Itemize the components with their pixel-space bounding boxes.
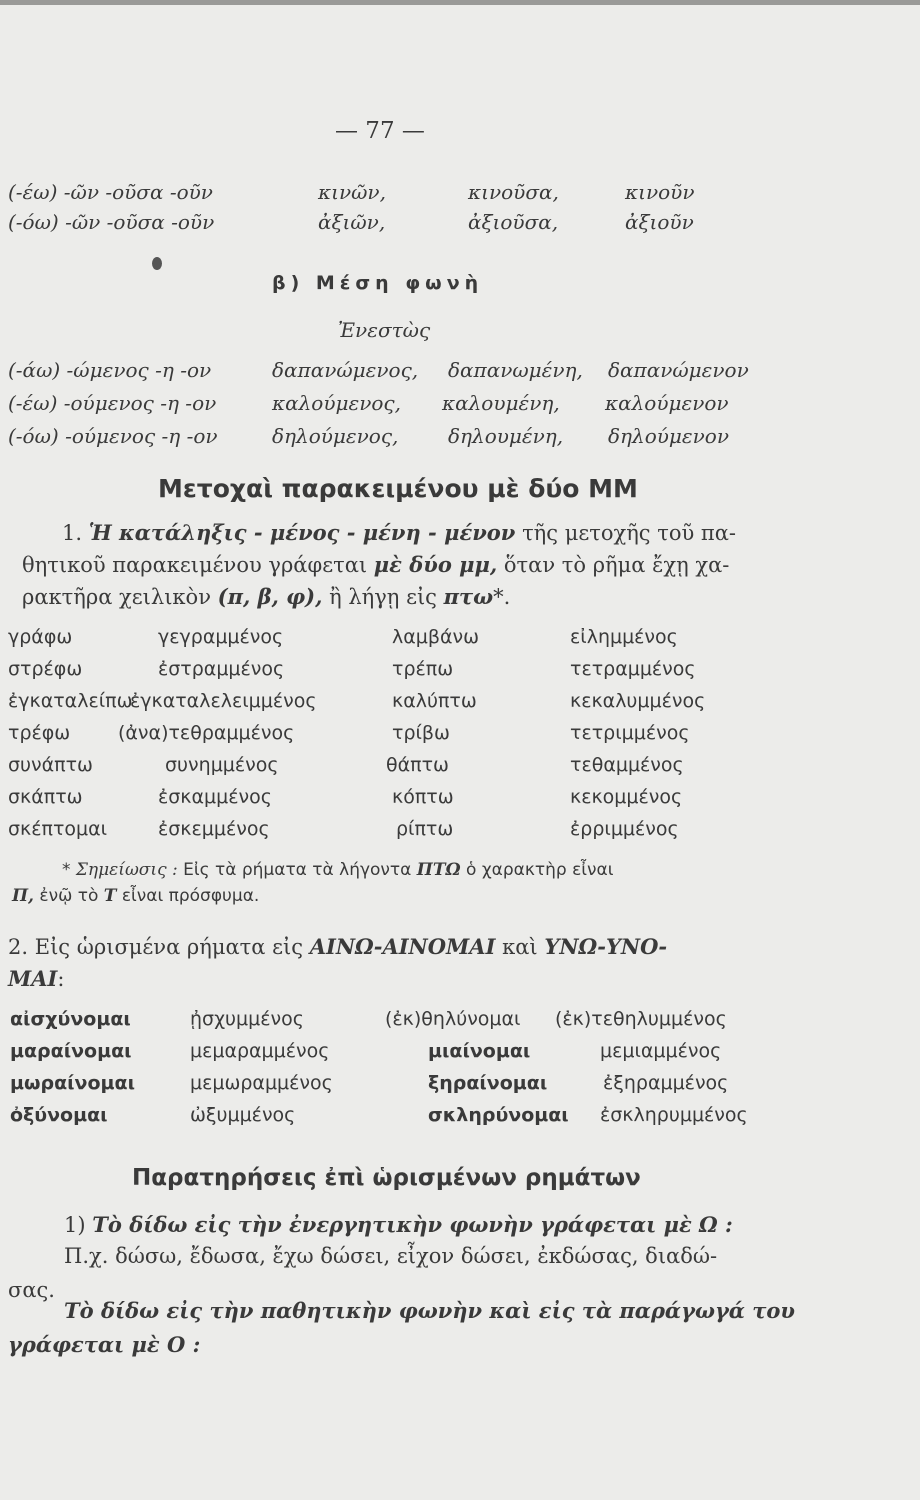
participle: μεμαραμμένος: [190, 1040, 330, 1062]
participle: ᾐσχυμμένος: [190, 1008, 304, 1030]
observation-1-example-cont: σας.: [8, 1278, 55, 1302]
perfect-heading: Μετοχαὶ παρακειμένου μὲ δύο ΜΜ: [158, 474, 638, 503]
verb: ρίπτω: [396, 818, 454, 840]
footnote-star: *: [62, 860, 71, 880]
neuter-form: καλούμενον: [605, 391, 729, 415]
rule-emphasis: (π, β, φ),: [217, 584, 323, 609]
middle-voice-title: β) Μέση φωνὴ: [272, 272, 484, 294]
rule-text: ὅταν τὸ ρῆμα ἔχῃ χα-: [503, 553, 730, 577]
rule-number: 2.: [8, 935, 29, 959]
rule-emphasis: ΥΝΩ-ΥΝΟ-: [544, 934, 668, 959]
rule-text: θητικοῦ παρακειμένου γράφεται: [22, 553, 368, 577]
footnote-emphasis: ΠΤΩ: [416, 860, 461, 880]
footnote-emphasis: Τ: [103, 886, 117, 906]
rule-text: τῆς μετοχῆς τοῦ πα-: [522, 521, 737, 545]
rule-text: :: [57, 967, 65, 991]
rule-number: 1.: [62, 521, 83, 545]
verb-row: [0, 754, 920, 784]
rule-text: Εἰς ὡρισμένα ρήματα εἰς: [34, 935, 304, 959]
participle: (ἐκ)τεθηλυμμένος: [555, 1008, 727, 1030]
verb: λαμβάνω: [392, 626, 480, 648]
masculine-form: ἀξιῶν,: [318, 210, 386, 234]
ink-speck: [152, 257, 162, 270]
verb-row: [0, 1104, 920, 1134]
rule-emphasis: πτω: [443, 584, 494, 609]
footnote-text: ἐνῷ τὸ: [39, 886, 99, 906]
participle: τετριμμένος: [570, 722, 690, 744]
masculine-form: κινῶν,: [318, 180, 386, 204]
verb-row: [0, 690, 920, 720]
participle: κεκομμένος: [570, 786, 683, 808]
participle: ἐστραμμένος: [158, 658, 285, 680]
verb: ὀξύνομαι: [10, 1104, 108, 1126]
feminine-form: ἀξιοῦσα,: [468, 210, 559, 234]
ending: (-όω) -ῶν -οῦσα -οῦν: [8, 210, 215, 234]
observation-emphasis: Τὸ δίδω εἰς τὴν ἐνεργητικὴν φωνὴν γράφεται μὲ Ω :: [92, 1212, 733, 1237]
middle-row: [0, 424, 920, 454]
masculine-form: δηλούμενος,: [272, 424, 399, 448]
rule-1-paragraph: [22, 517, 772, 613]
middle-row: [0, 391, 920, 421]
verb: σκέπτομαι: [8, 818, 108, 840]
verb-row: [0, 722, 920, 752]
participle: ἐσκαμμένος: [158, 786, 272, 808]
verb-row: [0, 1072, 920, 1102]
participle: τετραμμένος: [570, 658, 696, 680]
feminine-form: κινοῦσα,: [468, 180, 559, 204]
verb: μωραίνομαι: [10, 1072, 135, 1094]
ending: (-όω) -ούμενος -η -ον: [8, 424, 218, 448]
observation-1-example: Π.χ. δώσω, ἔδωσα, ἔχω δώσει, εἶχον δώσει, ἐκδώσας, διαδώ-: [64, 1244, 718, 1268]
verb: σκάπτω: [8, 786, 83, 808]
verb-row: [0, 1008, 920, 1038]
observation-1-passive: Τὸ δίδω εἰς τὴν παθητικὴν φωνὴν καὶ εἰς τὰ παράγωγά του: [64, 1298, 795, 1323]
rule-emphasis: μὲ δύο μμ,: [373, 552, 498, 577]
verb-row: [0, 626, 920, 656]
footnote-line-2: [12, 886, 259, 906]
footnote-line-1: [62, 860, 614, 880]
participle: ὠξυμμένος: [190, 1104, 296, 1126]
neuter-form: δηλούμενον: [608, 424, 729, 448]
participle: (ἀνα)τεθραμμένος: [118, 722, 295, 744]
participle: εἰλημμένος: [570, 626, 678, 648]
present-label: Ἐνεστὼς: [338, 318, 431, 342]
verb: μαραίνομαι: [10, 1040, 132, 1062]
page-number: — 77 —: [335, 118, 425, 144]
verb: στρέφω: [8, 658, 83, 680]
footnote-text: Εἰς τὰ ρήματα τὰ λήγοντα: [183, 860, 412, 880]
footnote-label: Σημείωσις :: [75, 860, 178, 880]
neuter-form: κινοῦν: [625, 180, 695, 204]
verb: συνάπτω: [8, 754, 93, 776]
participle: ἐσκληρυμμένος: [600, 1104, 748, 1126]
verb: (ἐκ)θηλύνομαι: [385, 1008, 521, 1030]
verb-row: [0, 786, 920, 816]
participle: μεμιαμμένος: [600, 1040, 722, 1062]
observations-heading: Παρατηρήσεις ἐπὶ ὡρισμένων ρημάτων: [132, 1165, 641, 1191]
verb: ξηραίνομαι: [428, 1072, 548, 1094]
rule-text: καὶ: [502, 935, 538, 959]
rule-2-line-1: [8, 934, 667, 959]
active-row: [0, 210, 920, 240]
masculine-form: καλούμενος,: [272, 391, 401, 415]
participle: τεθαμμένος: [570, 754, 684, 776]
ending: (-άω) -ώμενος -η -ον: [8, 358, 212, 382]
feminine-form: δαπανωμένη,: [448, 358, 583, 382]
verb: σκληρύνομαι: [428, 1104, 569, 1126]
rule-emphasis: Ἡ κατάληξις - μένος - μένη - μένον: [88, 520, 516, 545]
verb: τρέπω: [392, 658, 454, 680]
participle: κεκαλυμμένος: [570, 690, 706, 712]
neuter-form: ἀξιοῦν: [625, 210, 694, 234]
verb: τρέφω: [8, 722, 71, 744]
rule-emphasis: ΑΙΝΩ-ΑΙΝΟΜΑΙ: [309, 934, 496, 959]
rule-text: *.: [493, 585, 511, 609]
observation-1-line-1: [64, 1212, 733, 1237]
top-edge-line: [0, 0, 920, 5]
participle: ἐσκεμμένος: [158, 818, 270, 840]
participle: μεμωραμμένος: [190, 1072, 333, 1094]
masculine-form: δαπανώμενος,: [272, 358, 419, 382]
verb: θάπτω: [386, 754, 449, 776]
verb: γράφω: [8, 626, 73, 648]
verb: ἐγκαταλείπω: [8, 690, 133, 712]
rule-emphasis: ΜΑΙ: [8, 966, 58, 991]
participle: γεγραμμένος: [158, 626, 284, 648]
feminine-form: δηλουμένη,: [448, 424, 564, 448]
feminine-form: καλουμένη,: [442, 391, 560, 415]
verb-row: [0, 658, 920, 688]
rule-2-line-2: [8, 966, 64, 991]
participle: ἐξηραμμένος: [603, 1072, 729, 1094]
participle: συνημμένος: [165, 754, 279, 776]
footnote-emphasis: Π,: [12, 886, 34, 906]
footnote-text: εἶναι πρόσφυμα.: [121, 886, 260, 906]
footnote-text: ὁ χαρακτὴρ εἶναι: [466, 860, 614, 880]
verb: τρίβω: [392, 722, 450, 744]
observation-1-passive-cont: γράφεται μὲ Ο :: [8, 1332, 201, 1357]
verb: καλύπτω: [392, 690, 477, 712]
verb-row: [0, 818, 920, 848]
verb: μιαίνομαι: [428, 1040, 531, 1062]
active-row: [0, 180, 920, 210]
observation-number: 1): [64, 1213, 86, 1237]
middle-row: [0, 358, 920, 388]
rule-text: ἢ λήγῃ εἰς: [329, 585, 437, 609]
rule-text: ρακτῆρα χειλικὸν: [22, 585, 211, 609]
verb-row: [0, 1040, 920, 1070]
participle: ἐγκαταλελειμμένος: [130, 690, 317, 712]
neuter-form: δαπανώμενον: [608, 358, 749, 382]
verb: κόπτω: [392, 786, 454, 808]
ending: (-έω) -ῶν -οῦσα -οῦν: [8, 180, 213, 204]
participle: ἐρριμμένος: [570, 818, 679, 840]
verb: αἰσχύνομαι: [10, 1008, 131, 1030]
ending: (-έω) -ούμενος -η -ον: [8, 391, 217, 415]
